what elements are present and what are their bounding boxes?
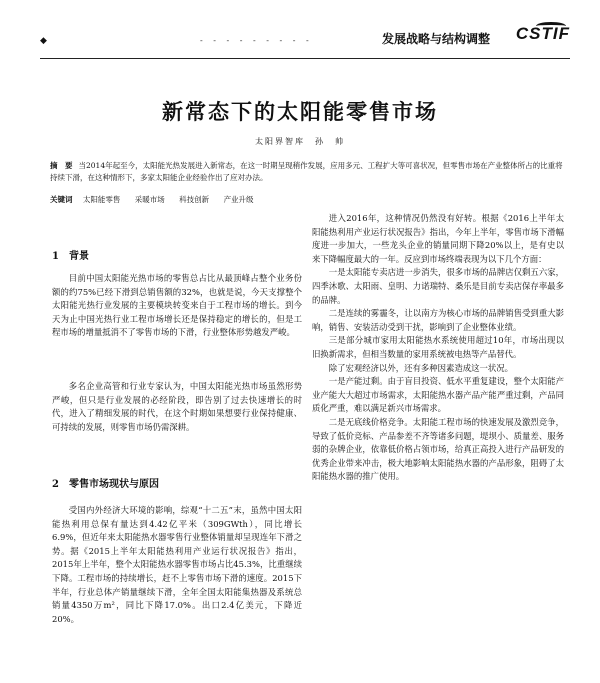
abstract <box>50 160 570 184</box>
keyword: 太阳能零售 <box>82 195 121 204</box>
left-column-block-1 <box>52 272 302 340</box>
list-item: 二是连续的雾霾冬，让以南方为核心市场的品牌销售受到重大影响，销售、安装活动受到干扰，影响到了企业整体业绩。 <box>312 308 564 332</box>
abstract-text: 当2014年起至今，太阳能光热发展进入新常态，在这一时期呈现稍作发展，应用多元、工程扩大等可喜状况，但零售市场在产业整体所占的比重将持续下滑，在这种情形下，多家太阳能企业经验作出了应对办法。 <box>50 161 563 182</box>
header-bullet: ◆ <box>40 36 47 46</box>
header-rule <box>40 58 570 59</box>
list-item: 一是产能过剩。由于盲目投资、低水平重复建设，整个太阳能产业产能大大超过市场需求，太阳能热水器产品产能严重过剩，产品同质化严重，难以满足新兴市场需求。 <box>312 376 564 414</box>
keyword: 采暖市场 <box>134 195 165 204</box>
list-item: 三是部分城市家用太阳能热水系统使用超过10年，市场出现以旧换新需求，但相当数量的家用系统被电热等产品替代。 <box>312 335 564 359</box>
paragraph: 除了宏观经济以外，还有多种因素造成这一状况。 <box>328 362 514 373</box>
paragraph: 受国内外经济大环境的影响，综观“十二五”末，虽然中国太阳能热利用总保有量达到4.42亿平米（309GWth），同比增长6.9%，但近年来太阳能热水器零售行业整体销量却呈现连年下滑之势。据《2015上半年太阳能热利用产业运行状况报告》指出，2015年上半年，整个太阳能热水器零售市场占比45.3%，比重继续下降。工程市场的持续增长，赶不上零售市场下滑的速度。2015下半年，行业总体产销量继续下滑，全年全国太阳能集热器及系统总销量4350万m²，同比下降17.0%。出口2.4亿美元，下降近20%。 <box>52 505 302 624</box>
keywords <box>50 194 570 205</box>
header-dashes: - - - - - - - - - <box>200 36 313 45</box>
paragraph: 目前中国太阳能光热市场的零售总占比从最顶峰占整个业务份额的约75%已经下滑到总销售额的32%，也就是说，今天支撑整个太阳能光热行业发展的主要模块转变来自于工程市场的增长。到今天为止中国光热行业工程市场增长还是保持稳定的增长的，但是工程市场的增量抵消不了零售市场的下滑，行业整体形势越发严峻。 <box>52 273 302 338</box>
right-column <box>312 212 564 484</box>
list-item: 一是太阳能专卖店进一步消失，很多市场的品牌店仅剩五六家，四季沐歌、太阳雨、皇明、力诺瑞特、桑乐是目前专卖店保存率最多的品牌。 <box>312 267 564 305</box>
page-header <box>40 22 570 58</box>
article-author: 太阳界智库 孙 帅 <box>255 137 345 146</box>
header-section-title: 发展战略与结构调整 <box>381 32 490 46</box>
section-1-heading: 1 背景 <box>52 251 89 262</box>
keyword: 科技创新 <box>179 195 210 204</box>
left-column-block-2 <box>52 380 302 434</box>
keyword: 产业升级 <box>223 195 254 204</box>
paragraph: 进入2016年，这种情况仍然没有好转。根据《2016上半年太阳能热利用产业运行状况报告》指出，今年上半年，零售市场下滑幅度进一步加大，一些龙头企业的销量同期下降20%以上，是有史以来下降幅度最大的一年。反应到市场终端表现为以下几个方面： <box>312 213 564 264</box>
journal-logo: CSTIF <box>515 24 570 43</box>
article-title: 新常态下的太阳能零售市场 <box>162 99 438 124</box>
left-column-block-3 <box>52 504 302 626</box>
keywords-label: 关键词 <box>50 195 73 204</box>
paragraph: 多名企业高管和行业专家认为，中国太阳能光热市场虽然形势严峻，但只是行业发展的必经阶段，即告别了过去快速增长的时代，进入了精细发展的时代，在这个时期如果想要行业保持健康、可持续的发展，则零售市场仍需深耕。 <box>52 381 302 432</box>
list-item: 二是无底线价格竞争。太阳能工程市场的快速发展及激烈竞争，导致了低价竞标、产品参差不齐等诸多问题，堤坝小、质量差、服务弱的杂牌企业，依靠低价格占领市场，给真正高投入进行产品研发的优秀企业带来冲击，极大地影响太阳能热水器的产品形象，阻碍了太阳能热水器的推广使用。 <box>312 416 564 482</box>
abstract-label: 摘 要 <box>50 161 73 170</box>
section-2-heading: 2 零售市场现状与原因 <box>52 479 159 490</box>
